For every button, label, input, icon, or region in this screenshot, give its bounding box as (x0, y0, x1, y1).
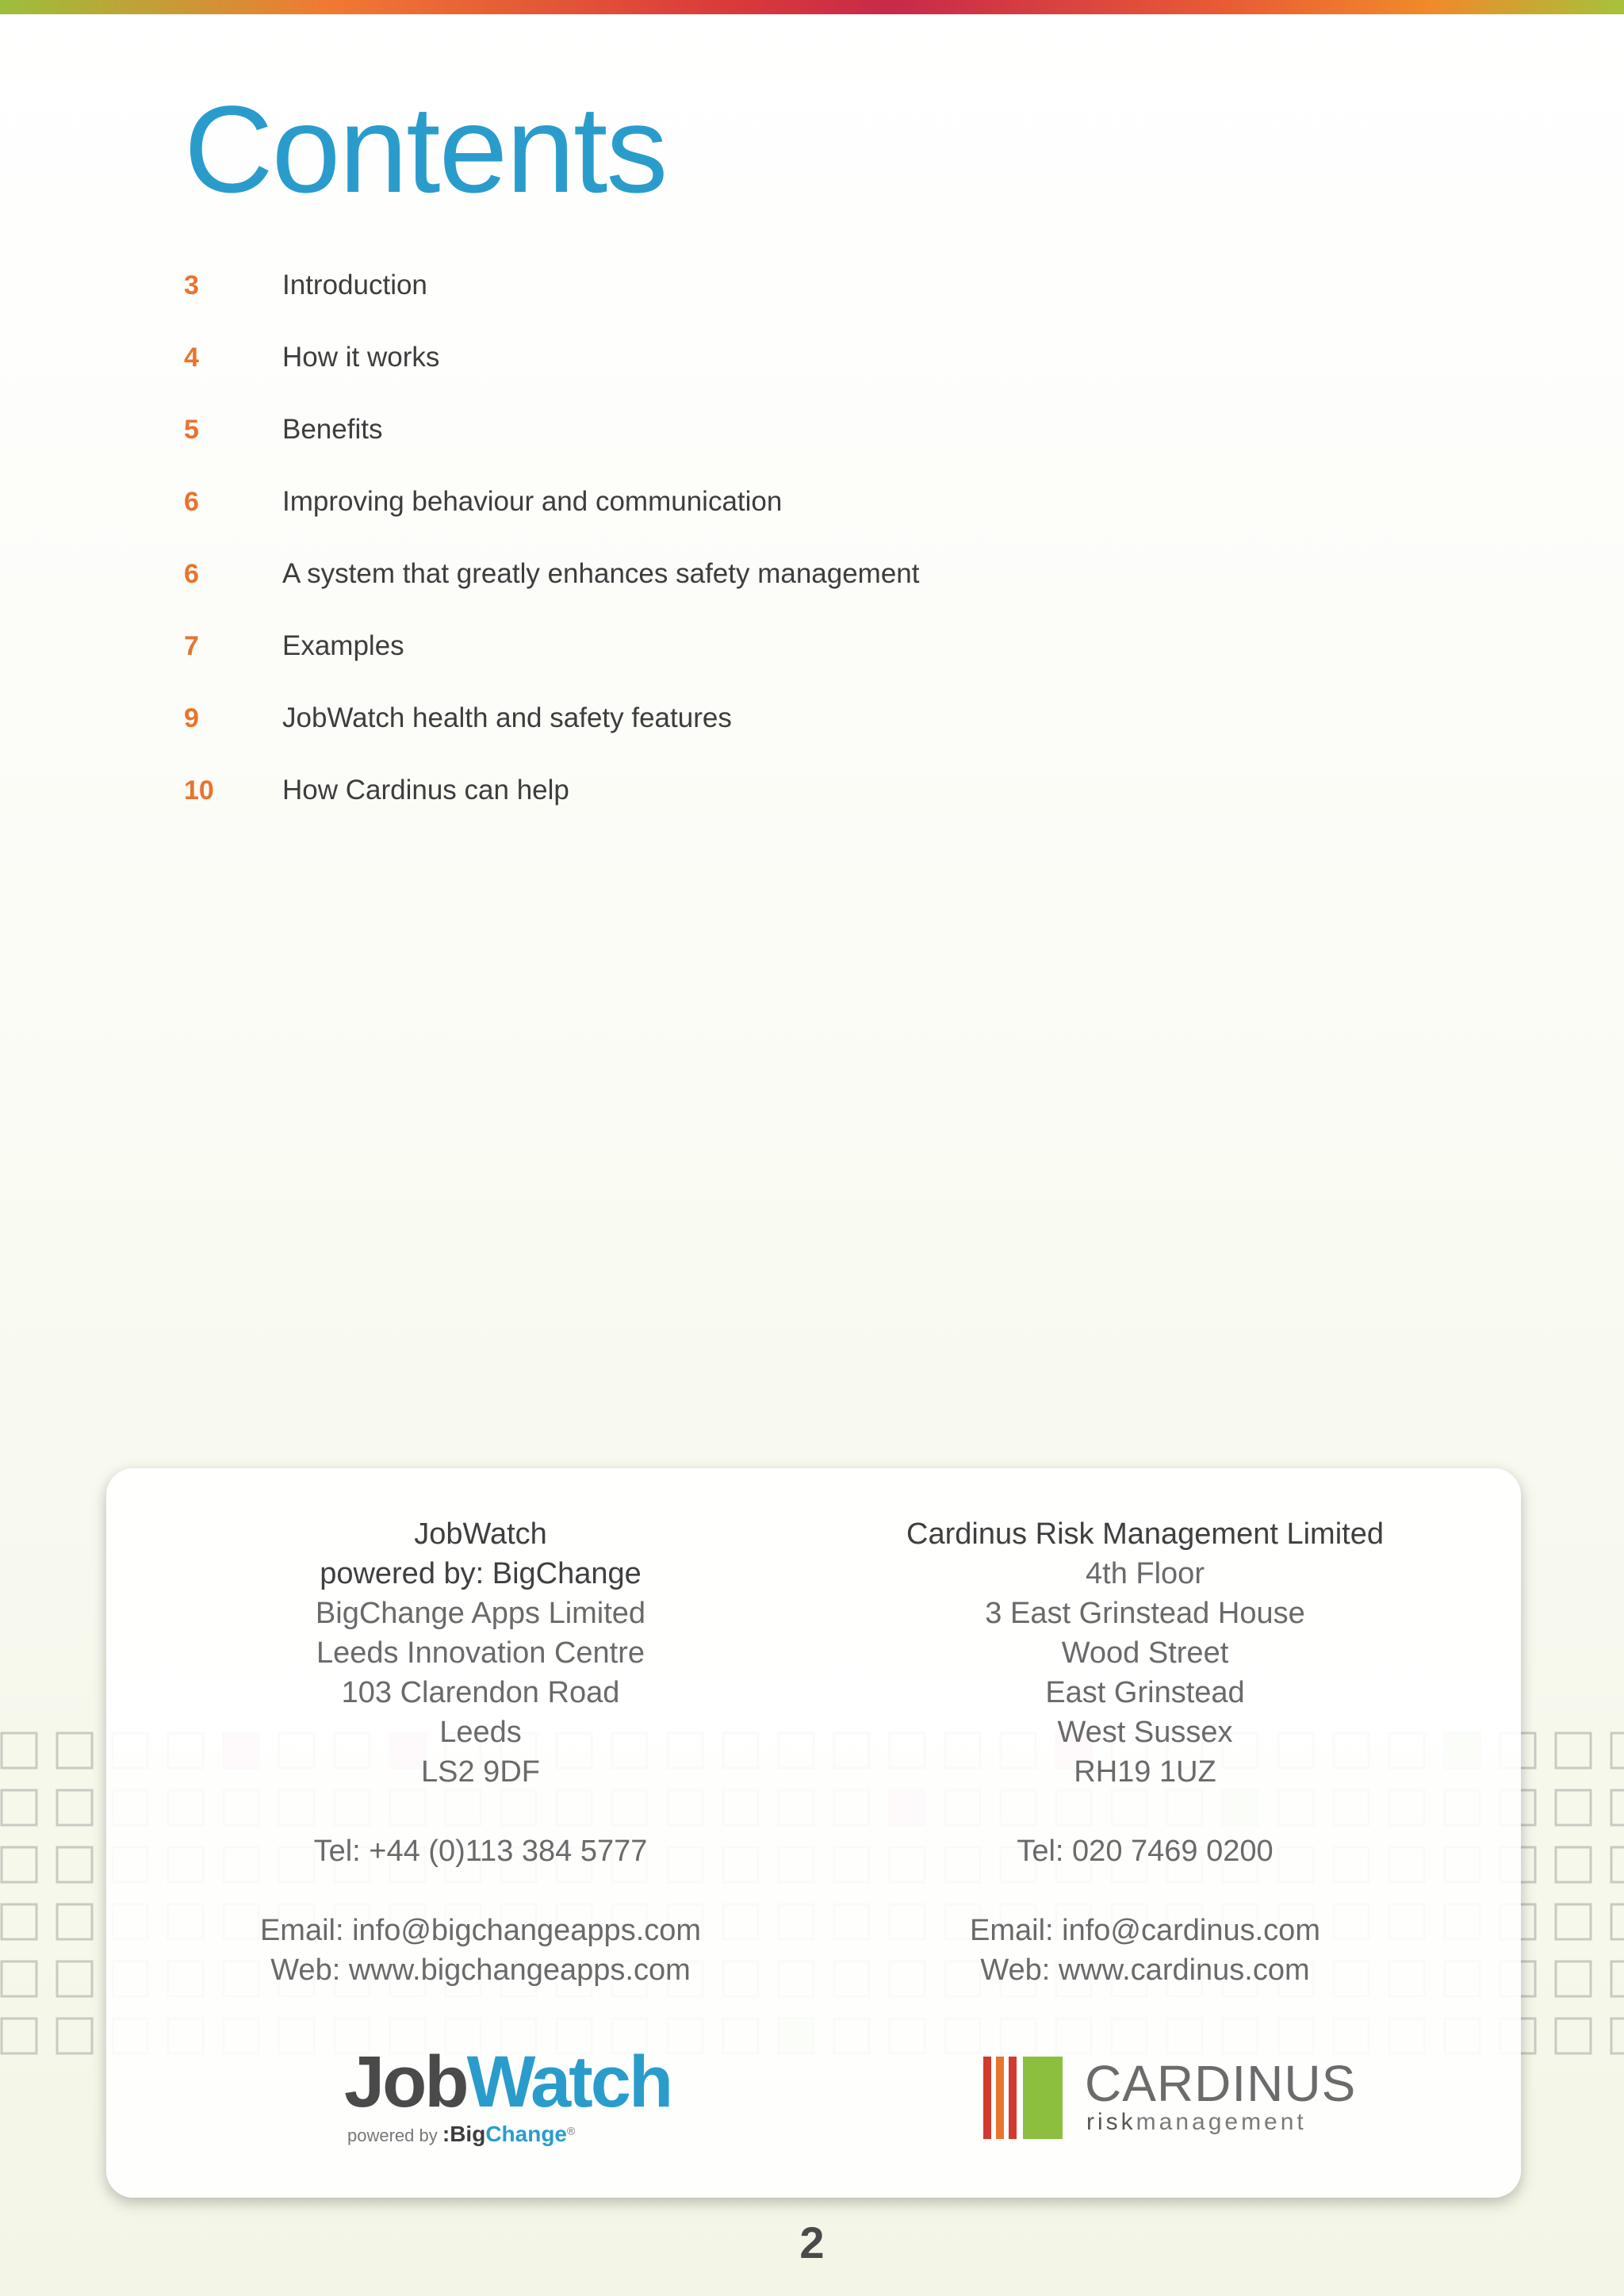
toc-page-number: 3 (184, 270, 199, 300)
phone-number: Tel: +44 (0)113 384 5777 (313, 1835, 648, 1868)
address-line: East Grinstead (1045, 1676, 1245, 1709)
web-link[interactable]: Web: www.bigchangeapps.com (270, 1954, 691, 1987)
toc-item[interactable] (184, 478, 782, 526)
toc-item[interactable] (184, 767, 569, 814)
address-line: 3 East Grinstead House (985, 1597, 1305, 1630)
toc-label: A system that greatly enhances safety management (282, 558, 920, 589)
phone-number: Tel: 020 7469 0200 (1017, 1835, 1274, 1868)
toc-label: JobWatch health and safety features (282, 702, 732, 733)
toc-item[interactable] (184, 550, 920, 598)
logo-risk-management-text: riskmanagement (1086, 2109, 1307, 2135)
page-number: 2 (799, 2218, 825, 2267)
toc-label: How Cardinus can help (282, 775, 569, 806)
email-link[interactable]: Email: info@cardinus.com (970, 1914, 1320, 1947)
toc-item[interactable] (184, 262, 427, 309)
address-line: West Sussex (1057, 1716, 1233, 1749)
cardinus-contact (820, 1514, 1470, 1990)
page-title: Contents (184, 81, 667, 219)
toc-item[interactable] (184, 406, 382, 453)
address-line: BigChange Apps Limited (315, 1597, 646, 1630)
logo-job-text: Job (344, 2042, 467, 2122)
toc-item[interactable] (184, 334, 439, 381)
logo-powered-by: powered by :BigChange® (347, 2122, 576, 2146)
address-line: RH19 1UZ (1074, 1755, 1216, 1789)
web-link[interactable]: Web: www.cardinus.com (980, 1954, 1310, 1987)
toc-page-number: 6 (184, 558, 199, 589)
toc-page-number: 9 (184, 702, 199, 733)
address-line: 4th Floor (1086, 1557, 1205, 1590)
address-line: Leeds Innovation Centre (316, 1636, 645, 1670)
email-link[interactable]: Email: info@bigchangeapps.com (259, 1914, 702, 1947)
toc-page-number: 5 (184, 414, 199, 445)
cardinus-logo-mark (983, 2057, 1071, 2139)
cardinus-logo (983, 2055, 1357, 2144)
toc-page-number: 4 (184, 342, 199, 373)
contact-card (106, 1468, 1521, 2198)
company-name: Cardinus Risk Management Limited (906, 1517, 1384, 1551)
logo-watch-text: Watch (466, 2042, 672, 2122)
toc-item[interactable] (184, 695, 732, 742)
toc-label: Benefits (282, 414, 383, 445)
address-line: Wood Street (1061, 1636, 1229, 1670)
address-line: 103 Clarendon Road (341, 1676, 620, 1709)
toc-page-number: 10 (184, 775, 214, 806)
toc-label: Introduction (282, 270, 427, 300)
top-color-bar (0, 0, 1624, 14)
toc-label: Improving behaviour and communication (282, 486, 783, 517)
toc-page-number: 7 (184, 630, 199, 661)
company-name: JobWatch (414, 1517, 547, 1551)
address-line: LS2 9DF (421, 1755, 540, 1789)
address-line: Leeds (439, 1716, 522, 1749)
powered-by-line: powered by: BigChange (320, 1557, 642, 1590)
logo-cardinus-text: CARDINUS (1085, 2055, 1357, 2112)
jobwatch-contact (155, 1514, 806, 1990)
toc-page-number: 6 (184, 486, 199, 517)
toc-label: Examples (282, 630, 404, 661)
toc-label: How it works (282, 342, 440, 373)
jobwatch-logo (344, 2042, 677, 2156)
toc-item[interactable] (184, 622, 404, 670)
